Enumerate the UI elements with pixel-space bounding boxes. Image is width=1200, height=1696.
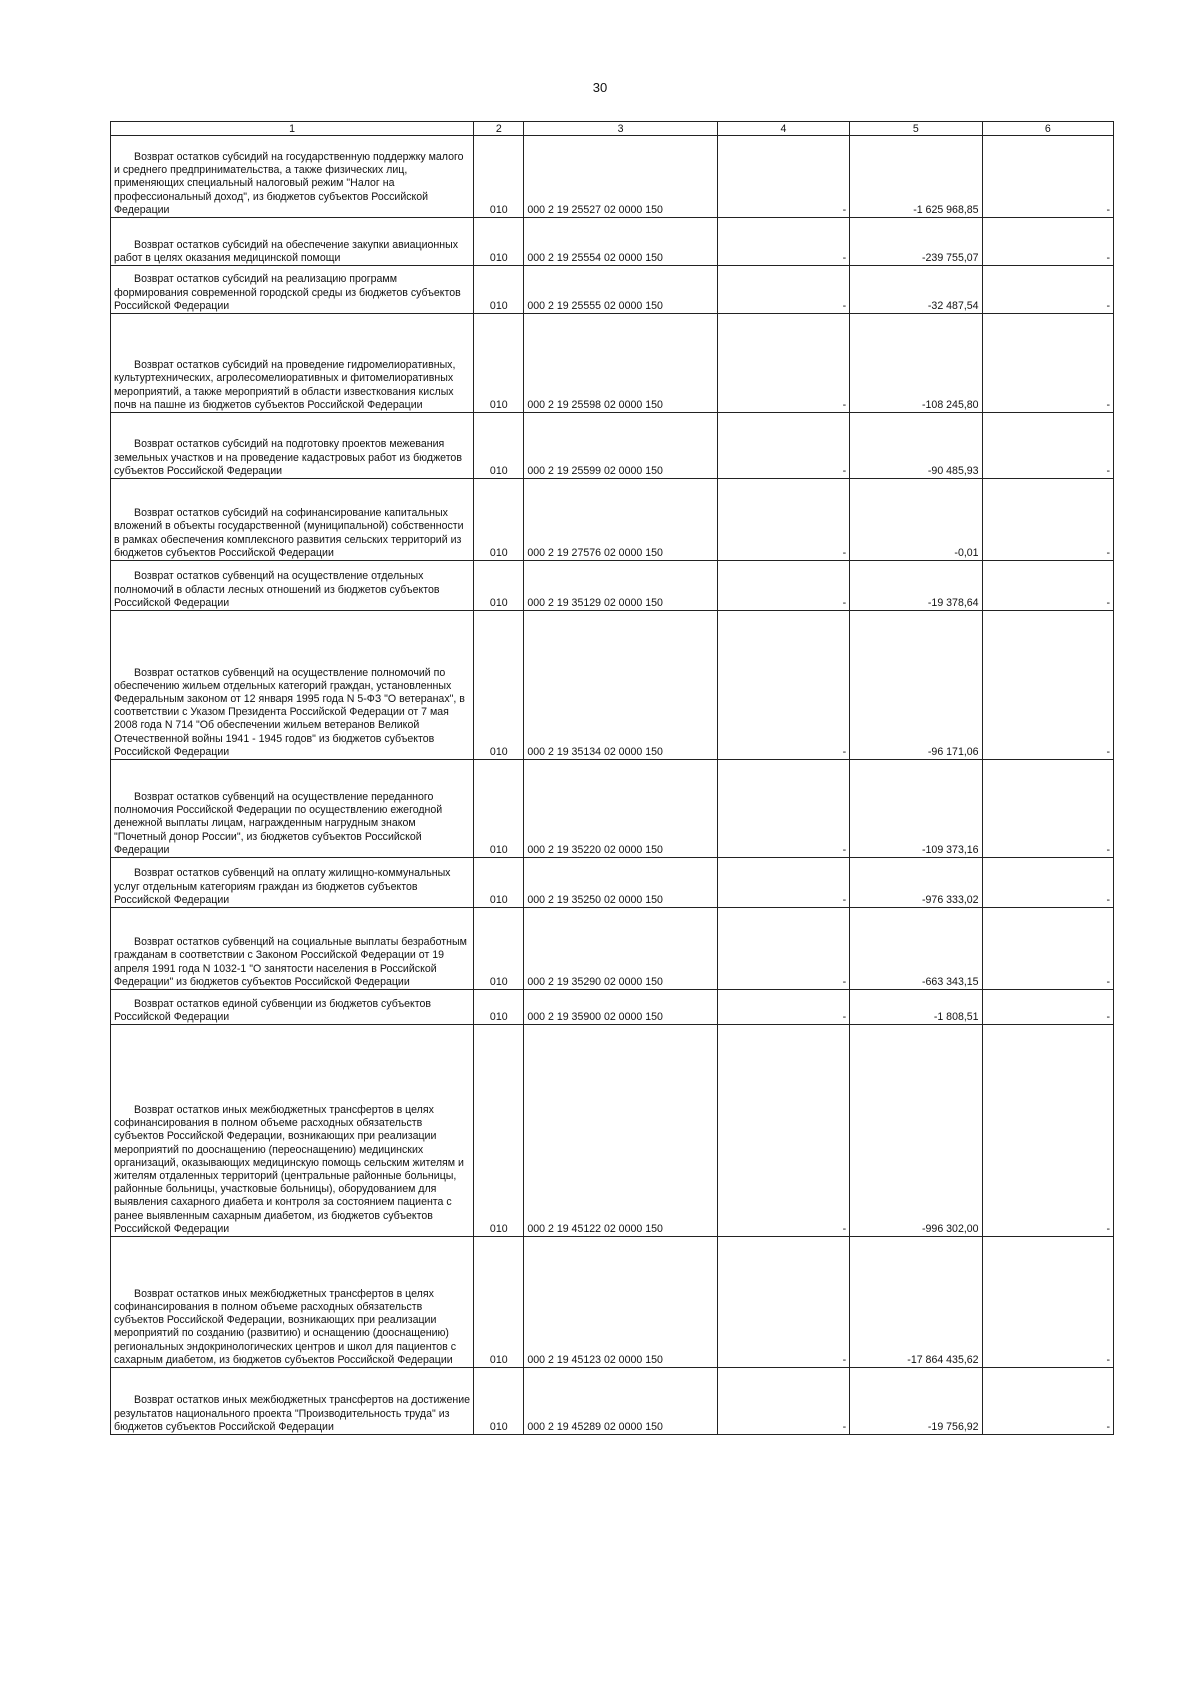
- row-kbk: 000 2 19 35134 02 0000 150: [524, 611, 717, 760]
- table-row: [111, 479, 1114, 561]
- row-amount: -19 378,64: [850, 561, 982, 611]
- row-col4: -: [717, 218, 849, 266]
- row-kbk: 000 2 19 35220 02 0000 150: [524, 760, 717, 858]
- row-amount: -32 487,54: [850, 266, 982, 314]
- row-amount: -108 245,80: [850, 314, 982, 413]
- row-code: 010: [474, 561, 524, 611]
- table-row: [111, 858, 1114, 908]
- table-row: [111, 1368, 1114, 1435]
- row-code: 010: [474, 1368, 524, 1435]
- row-amount: -996 302,00: [850, 1025, 982, 1237]
- row-kbk: 000 2 19 27576 02 0000 150: [524, 479, 717, 561]
- column-header: 5: [850, 122, 982, 136]
- row-kbk: 000 2 19 35250 02 0000 150: [524, 858, 717, 908]
- row-col4: -: [717, 479, 849, 561]
- row-code: 010: [474, 136, 524, 218]
- column-header: 1: [111, 122, 474, 136]
- row-col6: -: [982, 218, 1113, 266]
- row-name: Возврат остатков субсидий на софинансирование капитальных вложений в объекты государственной (муниципальной) собственности в рамках обеспечения комплексного развития сельских территорий из бюджетов субъектов Российской Федерации: [111, 479, 474, 561]
- row-code: 010: [474, 1025, 524, 1237]
- row-name: Возврат остатков иных межбюджетных трансфертов в целях софинансирования в полном объеме расходных обязательств субъектов Российской Федерации, возникающих при реализации мероприятий по дооснащению (переоснащению) медицинских организаций, оказывающих медицинскую помощь сельским жителям и жителям отдаленных территорий (центральные районные больницы, районные больницы, участковые больницы), оборудованием для выявления сахарного диабета и контроля за состоянием пациента с ранее выявленным сахарным диабетом, из бюджетов субъектов Российской Федерации: [111, 1025, 474, 1237]
- row-kbk: 000 2 19 25554 02 0000 150: [524, 218, 717, 266]
- row-col4: -: [717, 561, 849, 611]
- row-kbk: 000 2 19 35129 02 0000 150: [524, 561, 717, 611]
- header-row: [111, 122, 1114, 136]
- row-col4: -: [717, 611, 849, 760]
- table-row: [111, 136, 1114, 218]
- row-col4: -: [717, 413, 849, 479]
- row-amount: -90 485,93: [850, 413, 982, 479]
- row-col4: -: [717, 266, 849, 314]
- row-amount: -1 808,51: [850, 990, 982, 1025]
- row-col6: -: [982, 611, 1113, 760]
- row-name: Возврат остатков иных межбюджетных трансфертов на достижение результатов национального проекта "Производительность труда" из бюджетов субъектов Российской Федерации: [111, 1368, 474, 1435]
- row-kbk: 000 2 19 45289 02 0000 150: [524, 1368, 717, 1435]
- row-code: 010: [474, 479, 524, 561]
- table-row: [111, 266, 1114, 314]
- row-kbk: 000 2 19 45122 02 0000 150: [524, 1025, 717, 1237]
- row-col6: -: [982, 479, 1113, 561]
- row-amount: -1 625 968,85: [850, 136, 982, 218]
- row-kbk: 000 2 19 25598 02 0000 150: [524, 314, 717, 413]
- table-row: [111, 990, 1114, 1025]
- row-col4: -: [717, 990, 849, 1025]
- row-code: 010: [474, 1237, 524, 1368]
- table-row: [111, 413, 1114, 479]
- row-col4: -: [717, 136, 849, 218]
- row-kbk: 000 2 19 25599 02 0000 150: [524, 413, 717, 479]
- row-amount: -239 755,07: [850, 218, 982, 266]
- table-row: [111, 760, 1114, 858]
- row-name: Возврат остатков субсидий на обеспечение закупки авиационных работ в целях оказания медицинской помощи: [111, 218, 474, 266]
- row-code: 010: [474, 908, 524, 990]
- table-row: [111, 218, 1114, 266]
- row-kbk: 000 2 19 35290 02 0000 150: [524, 908, 717, 990]
- row-name: Возврат остатков субсидий на проведение гидромелиоративных, культуртехнических, агролесомелиоративных и фитомелиоративных мероприятий, а также мероприятий в области известкования кислых почв на пашне из бюджетов субъектов Российской Федерации: [111, 314, 474, 413]
- row-amount: -109 373,16: [850, 760, 982, 858]
- row-code: 010: [474, 218, 524, 266]
- row-name: Возврат остатков субвенций на осуществление отдельных полномочий в области лесных отношений из бюджетов субъектов Российской Федерации: [111, 561, 474, 611]
- row-kbk: 000 2 19 45123 02 0000 150: [524, 1237, 717, 1368]
- row-col6: -: [982, 561, 1113, 611]
- table-row: [111, 1237, 1114, 1368]
- row-col4: -: [717, 1025, 849, 1237]
- row-code: 010: [474, 266, 524, 314]
- row-name: Возврат остатков субвенций на осуществление полномочий по обеспечению жильем отдельных категорий граждан, установленных Федеральным законом от 12 января 1995 года N 5-ФЗ "О ветеранах", в соответствии с Указом Президента Российской Федерации от 7 мая 2008 года N 714 "Об обеспечении жильем ветеранов Великой Отечественной войны 1941 - 1945 годов" из бюджетов субъектов Российской Федерации: [111, 611, 474, 760]
- row-amount: -976 333,02: [850, 858, 982, 908]
- column-header: 3: [524, 122, 717, 136]
- row-col6: -: [982, 314, 1113, 413]
- row-code: 010: [474, 760, 524, 858]
- row-col6: -: [982, 1025, 1113, 1237]
- row-col4: -: [717, 1237, 849, 1368]
- table-row: [111, 314, 1114, 413]
- row-name: Возврат остатков иных межбюджетных трансфертов в целях софинансирования в полном объеме расходных обязательств субъектов Российской Федерации, возникающих при реализации мероприятий по созданию (развитию) и оснащению (дооснащению) региональных эндокринологических центров и школ для пациентов с сахарным диабетом, из бюджетов субъектов Российской Федерации: [111, 1237, 474, 1368]
- row-col4: -: [717, 760, 849, 858]
- row-name: Возврат остатков субсидий на реализацию программ формирования современной городской среды из бюджетов субъектов Российской Федерации: [111, 266, 474, 314]
- row-name: Возврат остатков субсидий на подготовку проектов межевания земельных участков и на проведение кадастровых работ из бюджетов субъектов Российской Федерации: [111, 413, 474, 479]
- row-name: Возврат остатков субсидий на государственную поддержку малого и среднего предпринимательства, а также физических лиц, применяющих специальный налоговый режим "Налог на профессиональный доход", из бюджетов субъектов Российской Федерации: [111, 136, 474, 218]
- row-code: 010: [474, 990, 524, 1025]
- row-col6: -: [982, 908, 1113, 990]
- row-amount: -0,01: [850, 479, 982, 561]
- column-header: 6: [982, 122, 1113, 136]
- row-col6: -: [982, 413, 1113, 479]
- row-col4: -: [717, 314, 849, 413]
- row-col6: -: [982, 760, 1113, 858]
- row-amount: -96 171,06: [850, 611, 982, 760]
- row-kbk: 000 2 19 25527 02 0000 150: [524, 136, 717, 218]
- row-name: Возврат остатков единой субвенции из бюджетов субъектов Российской Федерации: [111, 990, 474, 1025]
- row-col4: -: [717, 1368, 849, 1435]
- row-col6: -: [982, 858, 1113, 908]
- row-name: Возврат остатков субвенций на оплату жилищно-коммунальных услуг отдельным категориям граждан из бюджетов субъектов Российской Федерации: [111, 858, 474, 908]
- row-kbk: 000 2 19 25555 02 0000 150: [524, 266, 717, 314]
- row-name: Возврат остатков субвенций на социальные выплаты безработным гражданам в соответствии с Законом Российской Федерации от 19 апреля 1991 года N 1032-1 "О занятости населения в Российской Федерации" из бюджетов субъектов Российской Федерации: [111, 908, 474, 990]
- report-table: [110, 121, 1114, 1435]
- row-code: 010: [474, 858, 524, 908]
- row-amount: -19 756,92: [850, 1368, 982, 1435]
- row-kbk: 000 2 19 35900 02 0000 150: [524, 990, 717, 1025]
- row-col6: -: [982, 1237, 1113, 1368]
- row-code: 010: [474, 611, 524, 760]
- table-row: [111, 561, 1114, 611]
- row-col6: -: [982, 1368, 1113, 1435]
- table-row: [111, 1025, 1114, 1237]
- table-row: [111, 908, 1114, 990]
- row-col4: -: [717, 858, 849, 908]
- row-col4: -: [717, 908, 849, 990]
- row-code: 010: [474, 314, 524, 413]
- column-header: 4: [717, 122, 849, 136]
- row-amount: -663 343,15: [850, 908, 982, 990]
- column-header: 2: [474, 122, 524, 136]
- row-name: Возврат остатков субвенций на осуществление переданного полномочия Российской Федерации по осуществлению ежегодной денежной выплаты лицам, награжденным нагрудным знаком "Почетный донор России", из бюджетов субъектов Российской Федерации: [111, 760, 474, 858]
- row-col6: -: [982, 136, 1113, 218]
- table-row: [111, 611, 1114, 760]
- row-col6: -: [982, 990, 1113, 1025]
- row-amount: -17 864 435,62: [850, 1237, 982, 1368]
- page-number: 30: [592, 80, 608, 95]
- row-code: 010: [474, 413, 524, 479]
- row-col6: -: [982, 266, 1113, 314]
